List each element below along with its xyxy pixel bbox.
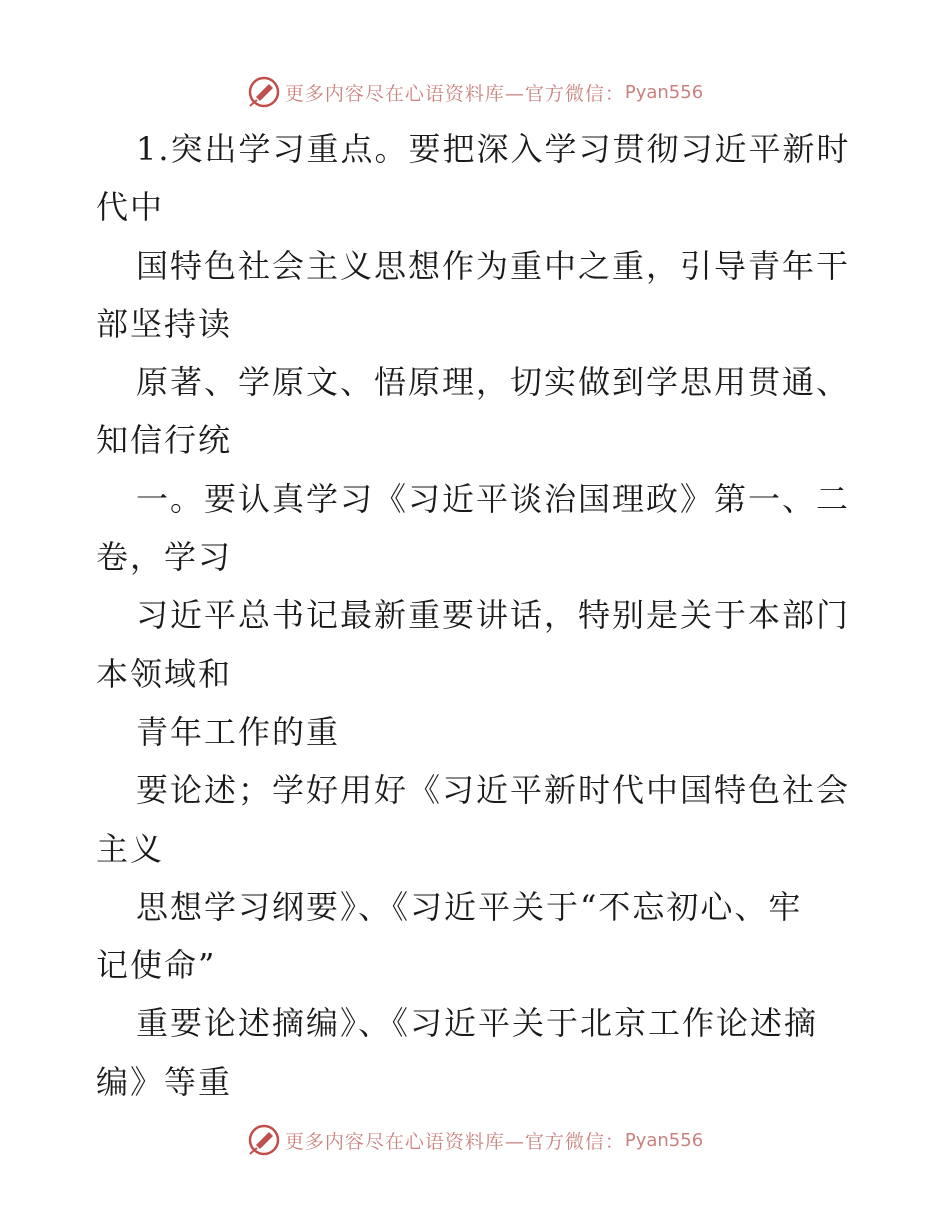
logo-icon xyxy=(247,75,281,109)
text-line: 知信行统 xyxy=(96,421,233,460)
text-line: 部坚持读 xyxy=(96,304,233,343)
text-line: 国特色社会主义思想作为重中之重，引导青年干 xyxy=(136,246,851,285)
text-line: 一。要认真学习《习近平谈治国理政》第一、二 xyxy=(136,479,851,518)
text-line: 青年工作的重 xyxy=(136,712,341,751)
watermark-text: 更多内容尽在心语资料库—官方微信： xyxy=(284,82,625,105)
watermark-text: 更多内容尽在心语资料库—官方微信： xyxy=(284,1130,625,1153)
footer-watermark xyxy=(0,1120,950,1160)
text-line: 记使命” xyxy=(96,946,217,985)
text-line: 重要论述摘编》、《习近平关于北京工作论述摘 xyxy=(136,1004,819,1043)
text-line: 主义 xyxy=(96,829,165,868)
text-line: 思想学习纲要》、《习近平关于“不忘初心、牢 xyxy=(136,887,803,926)
text-line: 卷，学习 xyxy=(96,538,233,577)
text-line: 1.突出学习重点。要把深入学习贯彻习近平新时 xyxy=(136,130,851,168)
text-line: 编》等重 xyxy=(96,1062,233,1101)
text-line: 习近平总书记最新重要讲话，特别是关于本部门 xyxy=(136,596,851,635)
header-watermark xyxy=(0,72,950,112)
text-line: 原著、学原文、悟原理，切实做到学思用贯通、 xyxy=(136,363,851,402)
document-body xyxy=(96,120,866,1111)
text-line: 要论述；学好用好《习近平新时代中国特色社会 xyxy=(136,771,851,810)
text-line: 本领域和 xyxy=(96,654,233,693)
logo-icon xyxy=(247,1123,281,1157)
watermark-wechat-id: Pyan556 xyxy=(624,1129,704,1151)
text-line: 代中 xyxy=(96,188,165,227)
watermark-wechat-id: Pyan556 xyxy=(624,81,704,103)
